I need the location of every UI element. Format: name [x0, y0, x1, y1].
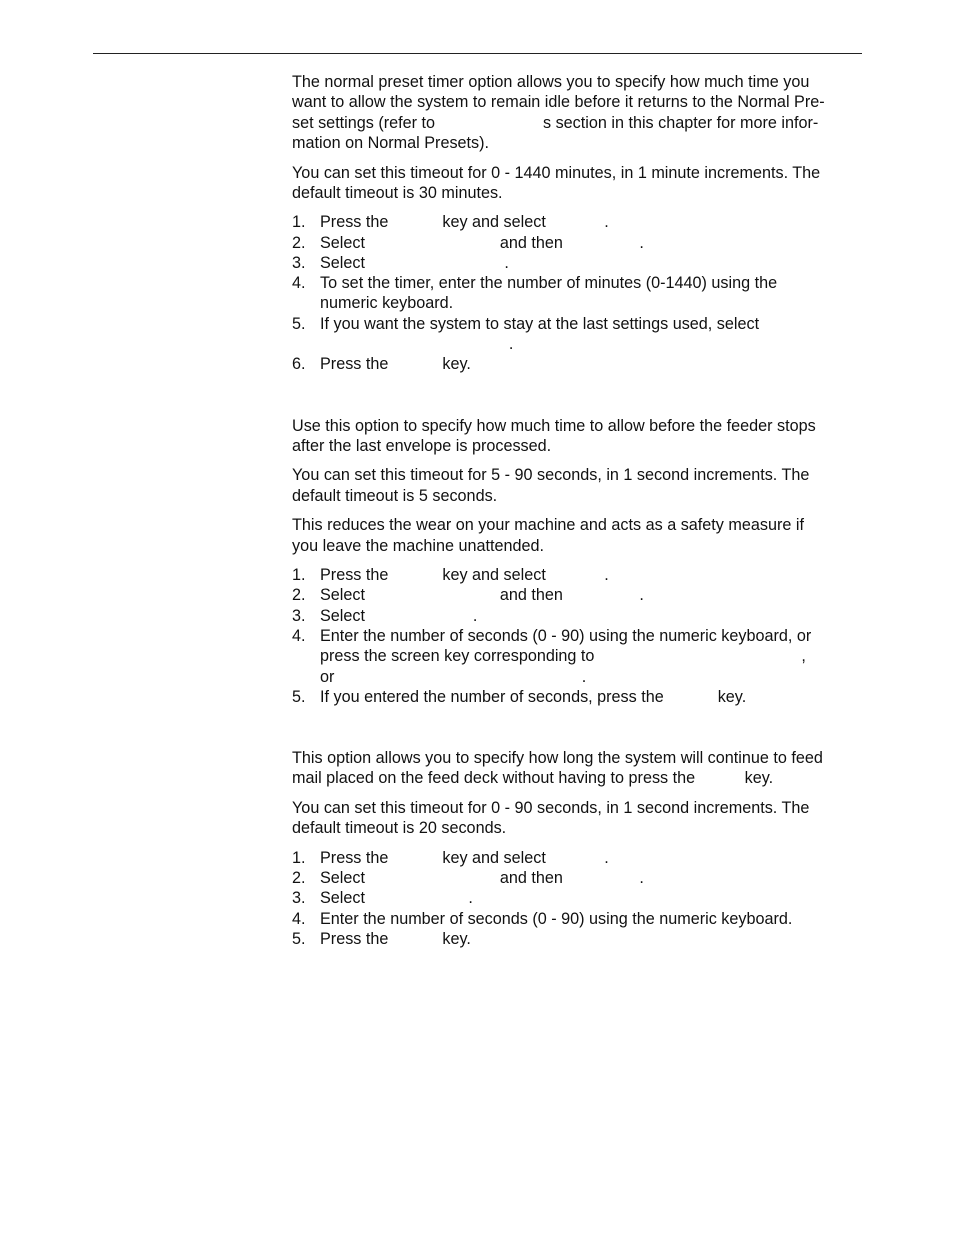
body-text: You can set this timeout for 0 - 90 seconds, in 1 second increments. The	[292, 799, 810, 817]
step-number: 2.	[292, 586, 306, 604]
step-text: or .	[320, 668, 587, 686]
body-text: You can set this timeout for 0 - 1440 minutes, in 1 minute increments. The	[292, 164, 821, 182]
body-text: Use this option to specify how much time to allow before the feeder stops	[292, 417, 816, 435]
body-text: The normal preset timer option allows you to specify how much time you	[292, 73, 810, 91]
step-text: Select .	[320, 254, 509, 272]
body-text: default timeout is 30 minutes.	[292, 184, 503, 202]
step-text: Select .	[320, 607, 478, 625]
step-text: Select and then .	[320, 869, 644, 887]
step-text: If you entered the number of seconds, press the key.	[320, 688, 747, 706]
step-number: 4.	[292, 910, 306, 928]
step-text: Select and then .	[320, 586, 644, 604]
step-number: 2.	[292, 234, 306, 252]
body-text: default timeout is 5 seconds.	[292, 487, 498, 505]
header-rule	[93, 53, 862, 54]
step-number: 1.	[292, 213, 306, 231]
step-text: Press the key.	[320, 355, 471, 373]
body-text: You can set this timeout for 5 - 90 seconds, in 1 second increments. The	[292, 466, 810, 484]
step-number: 3.	[292, 607, 306, 625]
step-text: Enter the number of seconds (0 - 90) using the numeric keyboard, or	[320, 627, 812, 645]
step-text: Press the key and select .	[320, 849, 609, 867]
step-text: press the screen key corresponding to ,	[320, 647, 806, 665]
step-number: 1.	[292, 566, 306, 584]
step-text: If you want the system to stay at the last settings used, select	[320, 315, 760, 333]
step-number: 3.	[292, 889, 306, 907]
step-text: Press the key and select .	[320, 213, 609, 231]
body-text: you leave the machine unattended.	[292, 537, 544, 555]
step-number: 5.	[292, 930, 306, 948]
step-text: .	[320, 335, 514, 353]
body-text: want to allow the system to remain idle before it returns to the Normal Pre-	[292, 93, 825, 111]
step-number: 3.	[292, 254, 306, 272]
body-text: default timeout is 20 seconds.	[292, 819, 507, 837]
step-number: 4.	[292, 274, 306, 292]
step-number: 2.	[292, 869, 306, 887]
step-number: 4.	[292, 627, 306, 645]
step-text: Select and then .	[320, 234, 644, 252]
step-number: 5.	[292, 315, 306, 333]
body-text: set settings (refer to s section in this chapter for more infor-	[292, 114, 819, 132]
body-text: mation on Normal Presets).	[292, 134, 490, 152]
step-number: 1.	[292, 849, 306, 867]
body-text: This reduces the wear on your machine and acts as a safety measure if	[292, 516, 804, 534]
step-number: 5.	[292, 688, 306, 706]
body-text: This option allows you to specify how long the system will continue to feed	[292, 749, 823, 767]
step-number: 6.	[292, 355, 306, 373]
step-text: Press the key.	[320, 930, 471, 948]
step-text: To set the timer, enter the number of minutes (0-1440) using the	[320, 274, 778, 292]
body-text: mail placed on the feed deck without having to press the key.	[292, 769, 774, 787]
step-text: Enter the number of seconds (0 - 90) using the numeric keyboard.	[320, 910, 793, 928]
body-text: after the last envelope is processed.	[292, 437, 552, 455]
step-text: Press the key and select .	[320, 566, 609, 584]
step-text: Select .	[320, 889, 473, 907]
step-text: numeric keyboard.	[320, 294, 454, 312]
